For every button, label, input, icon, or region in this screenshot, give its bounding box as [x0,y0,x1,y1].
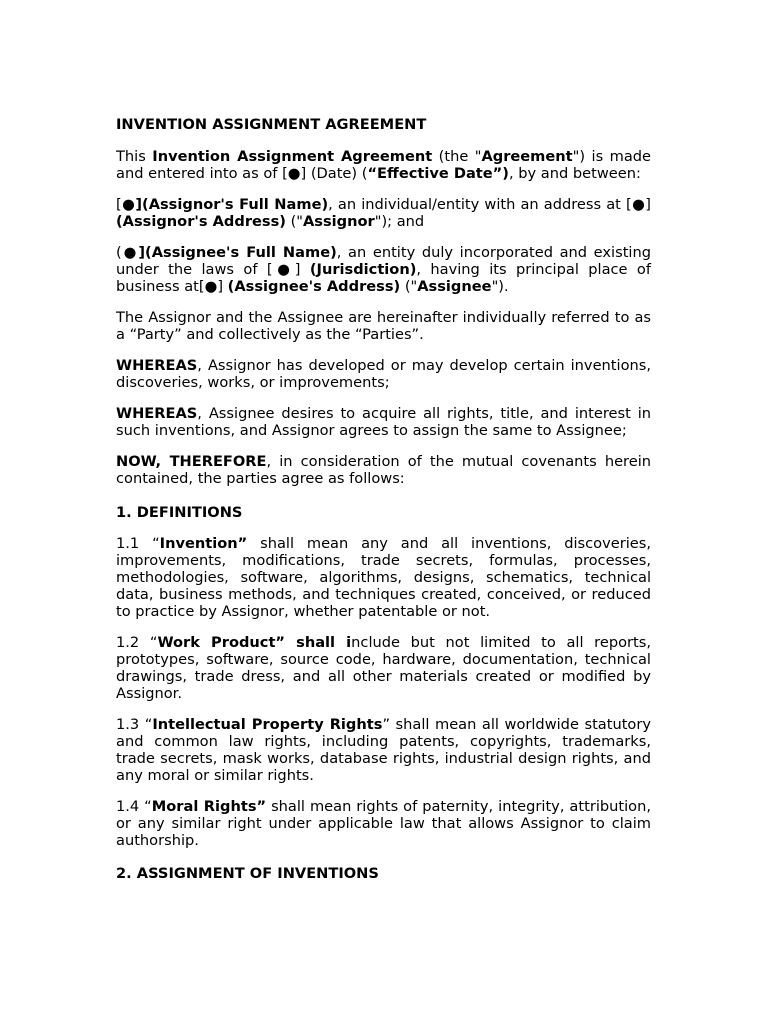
now-therefore-paragraph: NOW, THEREFORE, in consideration of the mutual covenants herein contained, the parties agree as follows: [116,453,652,487]
document-title: INVENTION ASSIGNMENT AGREEMENT [116,116,427,133]
section-heading-assignment: 2. ASSIGNMENT OF INVENTIONS [116,865,379,882]
intro-paragraph: This Invention Assignment Agreement (the "Agreement") is made and entered into as of [●] (Date) (“Effective Date”), by and between: [116,148,652,182]
definition-1-4: 1.4 “Moral Rights” shall mean rights of paternity, integrity, attribution, or any similar right under applicable law that allows Assignor to claim authorship. [116,798,651,849]
whereas-paragraph-2: WHEREAS, Assignee desires to acquire all rights, title, and interest in such inventions, and Assignor agrees to assign the same to Assignee; [116,405,651,439]
whereas-paragraph-1: WHEREAS, Assignor has developed or may develop certain inventions, discoveries, works, or improvements; [116,357,651,391]
assignor-paragraph: [●](Assignor's Full Name), an individual/entity with an address at [●] (Assignor's Address) ("Assignor"); and [116,196,652,230]
document-page [116,116,651,882]
definition-1-2: 1.2 “Work Product” shall include but not limited to all reports, prototypes, software, source code, hardware, documentation, technical drawings, trade dress, and all other materials created or modified by Assignor. [116,634,651,702]
section-heading-definitions: 1. DEFINITIONS [116,504,243,521]
definition-1-1: 1.1 “Invention” shall mean any and all inventions, discoveries, improvements, modifications, trade secrets, formulas, processes, methodologies, software, algorithms, designs, schematics, technical data, business methods, and techniques created, conceived, or reduced to practice by Assignor, whether patentable or not. [116,535,651,620]
parties-paragraph: The Assignor and the Assignee are hereinafter individually referred to as a “Party” and collectively as the “Parties”. [116,309,651,343]
definition-1-3: 1.3 “Intellectual Property Rights” shall mean all worldwide statutory and common law rights, including patents, copyrights, trademarks, trade secrets, mask works, database rights, industrial design rights, and any moral or similar rights. [116,716,651,784]
assignee-paragraph: (●](Assignee's Full Name), an entity duly incorporated and existing under the laws of [●] (Jurisdiction), having its principal place of business at[●] (Assignee's Address) ("Assignee"). [116,244,651,295]
